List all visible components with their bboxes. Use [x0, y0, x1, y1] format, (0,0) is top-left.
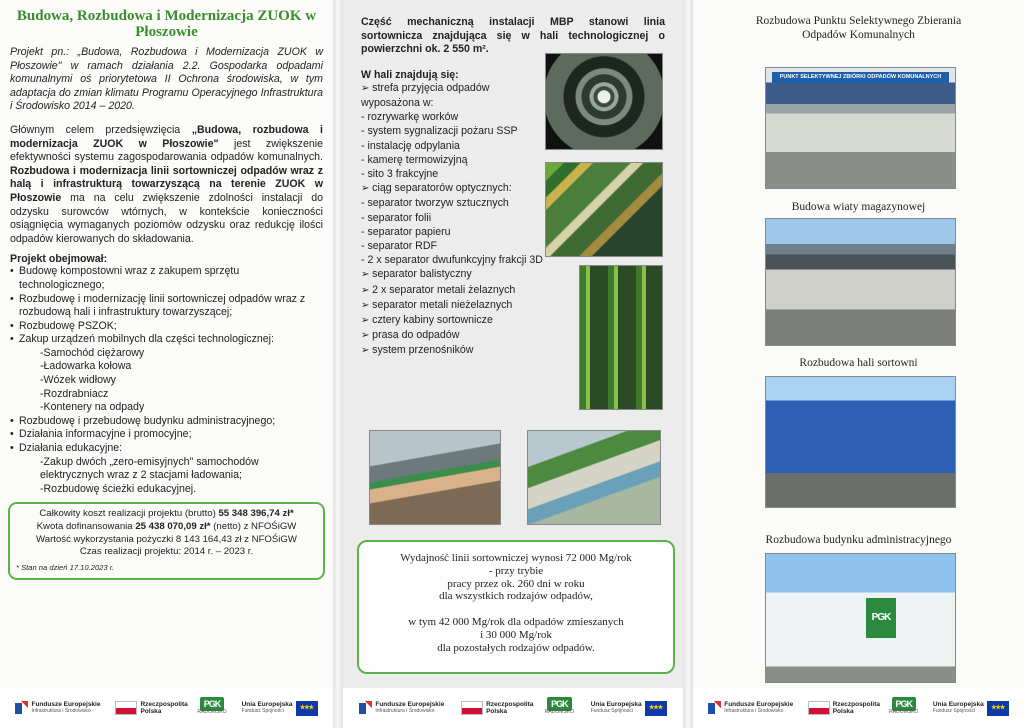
photo-storage-shelter	[765, 218, 956, 346]
pl-label: Rzeczpospolita Polska	[486, 701, 534, 715]
eu-sub: Fundusz Spójności	[932, 708, 976, 714]
fold-divider	[683, 0, 693, 728]
mechanical-part-text: Część mechaniczną instalacji MBP stanowi linia sortownicza znajdująca się w hali technologicznej o powierzchni ok. 2 550 m².	[361, 16, 665, 56]
photo-optical-separators	[545, 162, 663, 257]
fe-label: Fundusze Europejskie	[31, 701, 101, 708]
pl-logo	[115, 701, 188, 715]
hall-item: wyposażona w:	[361, 96, 434, 109]
pgk-mark: PGK	[547, 697, 572, 711]
goal-project-name: „Budowa, rozbudowa i modernizacja ZUOK w Płoszowie"	[10, 123, 323, 150]
fe-label: Fundusze Europejskie	[375, 701, 445, 708]
photo-admin-building	[765, 553, 956, 683]
hall-item: - separator tworzyw sztucznych	[361, 196, 551, 210]
fe-sub: Infrastruktura i Środowisko	[724, 708, 784, 714]
photo-pszok	[765, 67, 956, 189]
caption-sorting-hall: Rozbudowa hali sortowni	[799, 357, 918, 369]
cost-period: Czas realizacji projektu: 2014 r. – 2023 r.	[79, 546, 254, 558]
hall-item: - separator papieru	[361, 225, 551, 239]
vehicle-item: - Wózek widłowy	[32, 374, 323, 388]
edu-item: - Rozbudowę ścieżki edukacyjnej.	[32, 483, 323, 497]
eu-flag-icon: ★★★	[296, 701, 318, 716]
pgk-logo	[889, 698, 919, 716]
caption-storage-shelter: Budowa wiaty magazynowej	[791, 201, 926, 213]
hall-item: - sito 3 frakcyjne	[361, 167, 551, 181]
edu-list	[10, 456, 323, 497]
photo-reception-area	[369, 430, 501, 525]
capacity-box	[357, 540, 675, 674]
hall-item: - instalację odpylania	[361, 139, 551, 153]
fe-sub: Infrastruktura i Środowisko	[375, 708, 435, 714]
pl-logo	[808, 701, 881, 715]
eu-label: Unia Europejska	[241, 701, 293, 708]
hall-item: - separator RDF	[361, 239, 551, 253]
poland-flag-icon	[115, 701, 137, 715]
eu-flag-icon: ★★★	[645, 701, 667, 716]
scope-item: • Zakup urządzeń mobilnych dla części technologicznej:	[10, 333, 323, 347]
pgk-mark: PGK	[200, 697, 225, 711]
goal-text: Głównym celem przedsięwzięcia	[10, 123, 192, 136]
capacity-line: i 30 000 Mg/rok	[480, 628, 552, 641]
fe-logo	[15, 701, 100, 716]
cost-total	[16, 508, 317, 521]
panel-expansions	[693, 0, 1024, 728]
photo-conveyors	[527, 430, 661, 525]
scope-item: • Działania edukacyjne:	[10, 442, 323, 456]
goal-line-name: Rozbudowa i modernizacja linii sortowniczej odpadów wraz z halą i infrastrukturą towarzyszącą na terenie ZUOK w Płoszowie	[10, 164, 323, 204]
cost-grant-label: Kwota dofinansowania	[36, 521, 133, 532]
eu-logo	[242, 701, 318, 716]
photo-sorting-hall	[765, 376, 956, 508]
capacity-line: w tym 42 000 Mg/rok dla odpadów zmieszanych	[408, 616, 624, 629]
pgk-mark: PGK	[892, 697, 917, 711]
goal-text: ma na celu zwiększenie zdolności instalacji do odzysku surowców wtórnych, w kontekście konieczności osiągnięcia wymaganych poziomów odzysku oraz redukcję ilości odpadów kierowanych do składowania.	[10, 191, 323, 245]
eu-sub: Fundusz Spójności	[590, 708, 633, 714]
funding-logos	[693, 688, 1024, 728]
hall-item: ➢ separator metali nieżelaznych	[361, 298, 551, 313]
vehicle-item: - Kontenery na odpady	[32, 401, 323, 415]
hall-item: ➢ 2 x separator metali żelaznych	[361, 283, 551, 298]
capacity-line: - przy trybie	[488, 564, 544, 577]
hall-item: ➢ ciąg separatorów optycznych:	[361, 181, 551, 196]
capacity-line: dla wszystkich rodzajów odpadów,	[439, 590, 593, 603]
vehicle-item: - Ładowarka kołowa	[32, 360, 323, 374]
cost-grant-value: 25 438 070,09 zł*	[135, 521, 211, 532]
cost-loan: Wartość wykorzystania pożyczki 8 143 164,43 zł z NFOŚiGW	[36, 533, 297, 545]
fe-label: Fundusze Europejskie	[724, 701, 794, 708]
capacity-line: dla pozostałych rodzajów odpadów.	[437, 641, 595, 654]
pl-label: Rzeczpospolita Polska	[140, 701, 188, 715]
hall-item: ➢ separator balistyczny	[361, 267, 551, 282]
fe-logo	[708, 701, 793, 716]
poland-flag-icon	[461, 701, 483, 715]
pgk-building-sign: PGK	[866, 598, 896, 638]
hall-equipment-list	[361, 81, 551, 359]
capacity-line: pracy przez ok. 260 dni w roku	[447, 577, 585, 590]
fe-icon	[359, 701, 372, 716]
eu-logo	[933, 701, 1009, 716]
hall-heading: W hali znajdują się:	[361, 68, 459, 81]
funding-logos	[0, 688, 333, 728]
fe-icon	[15, 701, 28, 716]
pgk-logo	[197, 698, 227, 716]
vehicle-item: - Samochód ciężarowy	[32, 347, 323, 361]
eu-label: Unia Europejska	[932, 701, 984, 708]
eu-logo	[591, 701, 667, 716]
fold-divider	[333, 0, 343, 728]
cost-note: * Stan na dzień 17.10.2023 r.	[16, 562, 115, 572]
hall-item: ➢ strefa przyjęcia odpadów	[361, 81, 551, 96]
edu-item: - Zakup dwóch „zero-emisyjnych" samochodów elektrycznych wraz z 2 stacjami ładowania;	[32, 456, 323, 483]
scope-item: • Działania informacyjne i promocyjne;	[10, 428, 323, 442]
cost-total-value: 55 348 396,74 zł*	[218, 508, 294, 520]
project-title: Budowa, Rozbudowa i Modernizacja ZUOK w Płoszowie	[16, 8, 317, 40]
hall-item: - rozrywarkę worków	[361, 110, 551, 124]
scope-item: • Rozbudowę PSZOK;	[10, 320, 323, 334]
capacity-line: Wydajność linii sortowniczej wynosi 72 000 Mg/rok	[400, 552, 632, 564]
pszok-sign: PUNKT SELEKTYWNEJ ZBIÓRKI ODPADÓW KOMUNALNYCH	[772, 72, 949, 83]
panel-sorting-line	[343, 0, 683, 728]
hall-item: - separator folii	[361, 211, 551, 225]
fe-icon	[708, 701, 721, 716]
scope-list-2	[10, 415, 323, 456]
scope-list	[10, 265, 323, 347]
project-intro: Projekt pn.: „Budowa, Rozbudowa i Modernizacja ZUOK w Płoszowie" w ramach działania 2.2. Gospodarka odpadami komunalnymi oś priorytetowa II Ochrona środowiska, w tym adaptacja do zmian klimatu Programu Operacyjnego Infrastruktura i Środowisko 2014 – 2020.	[10, 46, 323, 113]
cost-grant	[16, 521, 317, 534]
pgk-sub: RADOMSKO	[544, 708, 574, 715]
goal-text: jest zwiększenie efektywności systemu zagospodarowania odpadów komunalnych.	[10, 137, 324, 164]
scope-item: • Budowę kompostowni wraz z zakupem sprzętu technologicznego;	[10, 265, 323, 292]
hall-item: - 2 x separator dwufunkcyjny frakcji 3D	[361, 253, 551, 267]
hall-item: ➢ prasa do odpadów	[361, 328, 551, 343]
funding-logos	[343, 688, 683, 728]
pgk-sub: RADOMSKO	[889, 708, 919, 715]
cost-grant-suffix: (netto) z NFOŚiGW	[210, 521, 297, 532]
capacity-line	[359, 603, 673, 616]
scope-item: • Rozbudowę i modernizację linii sortowniczej odpadów wraz z rozbudową hali i infrastruktury towarzyszącej;	[10, 293, 323, 320]
caption-admin-building: Rozbudowa budynku administracyjnego	[765, 534, 952, 546]
eu-sub: Fundusz Spójności	[241, 708, 284, 714]
project-goal	[10, 124, 323, 246]
photo-sorting-cabins	[579, 265, 663, 410]
poland-flag-icon	[808, 701, 830, 715]
fe-logo	[359, 701, 444, 716]
photo-drum-screen	[545, 53, 663, 150]
cost-total-label: Całkowity koszt realizacji projektu (brutto)	[39, 508, 216, 520]
fe-sub: Infrastruktura i Środowisko	[31, 708, 91, 714]
hall-item: ➢ system przenośników	[361, 343, 551, 358]
vehicles-list	[10, 347, 323, 415]
vehicle-item: - Rozdrabniacz	[32, 388, 323, 402]
hall-item: - system sygnalizacji pożaru SSP	[361, 124, 551, 138]
eu-label: Unia Europejska	[590, 701, 642, 708]
pl-label: Rzeczpospolita Polska	[832, 701, 881, 715]
panel-project-info	[0, 0, 333, 728]
scope-heading: Projekt obejmował:	[10, 253, 108, 266]
pl-logo	[461, 701, 534, 715]
cost-box	[8, 502, 325, 580]
scope-item: • Rozbudowę i przebudowę budynku administracyjnego;	[10, 415, 323, 429]
hall-item: ➢ cztery kabiny sortownicze	[361, 313, 551, 328]
pgk-logo	[544, 698, 574, 716]
hall-item: - kamerę termowizyjną	[361, 153, 551, 167]
pszok-title: Rozbudowa Punktu Selektywnego Zbierania Odpadów Komunalnych	[755, 15, 962, 41]
eu-flag-icon: ★★★	[987, 701, 1009, 716]
pgk-sub: RADOMSKO	[197, 708, 227, 715]
